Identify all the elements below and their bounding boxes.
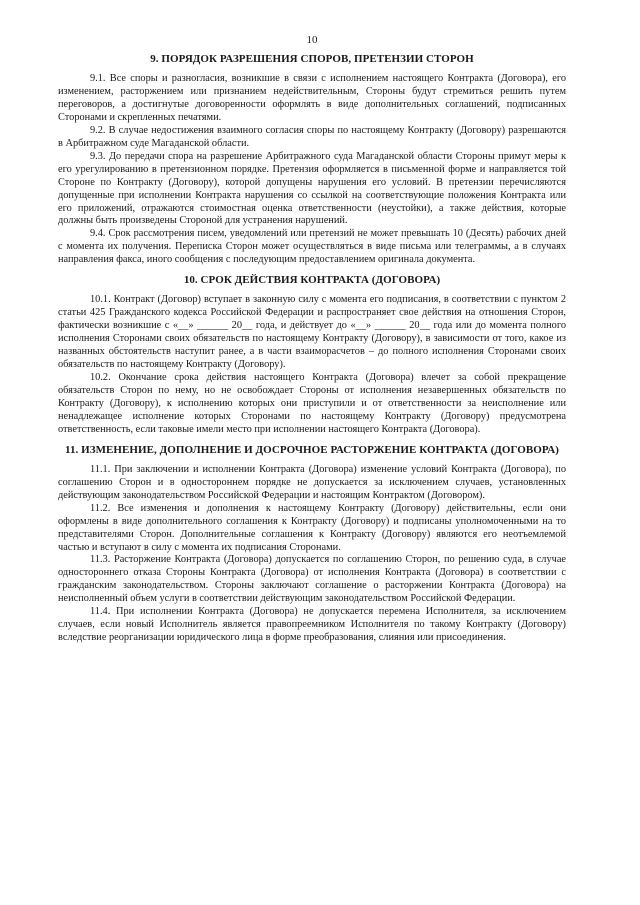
clause-11-3: 11.3. Расторжение Контракта (Договора) допускается по соглашению Сторон, по решению суда, в случае одностороннего отказа Стороны Контракта (Договора) от исполнения Контракта (Договора) в соответствии с гражданским законодательством. Стороны заключают соглашение о расторжении Контракта (Договора) на неисполненный объем услуги в соответствии действующим законодательством Российской Федерации.	[58, 554, 566, 605]
clause-11-2: 11.2. Все изменения и дополнения к настоящему Контракту (Договору) действительны, если они оформлены в виде дополнительного соглашения к Контракту (Договору) и подписаны уполномоченными на то представителями Сторон. Дополнительные соглашения к Контракту (Договору) являются его неотъемлемой частью и вступают в силу с момента их подписания Сторонами.	[58, 502, 566, 553]
section-title: 9. ПОРЯДОК РАЗРЕШЕНИЯ СПОРОВ, ПРЕТЕНЗИИ СТОРОН	[150, 53, 474, 65]
section-title: 10. СРОК ДЕЙСТВИЯ КОНТРАКТА (ДОГОВОРА)	[183, 274, 441, 287]
clause-9-3: 9.3. До передачи спора на разрешение Арбитражного суда Магаданской области Стороны примут меры к его урегулированию в претензионном порядке. Претензия оформляется в письменной форме и направляется той Стороне по Контракту (Договору), которой допущены нарушения его условий. В претензии перечисляются допущенные при исполнении Контракта нарушения со ссылкой на соответствующие положения Контракта или его приложений, отражаются стоимостная оценка ответственности (неустойки), а также действия, которые должны быть произведены Стороной для устранения нарушений.	[58, 150, 566, 227]
section-title: 11. ИЗМЕНЕНИЕ, ДОПОЛНЕНИЕ И ДОСРОЧНОЕ РАСТОРЖЕНИЕ КОНТРАКТА (ДОГОВОРА)	[65, 443, 559, 456]
section-term	[58, 274, 566, 436]
clause-11-1: 11.1. При заключении и исполнении Контракта (Договора) изменение условий Контракта (Договора), по соглашению Сторон и в одностороннем порядке не допускается за исключением случаев, установленных действующим законодательством Российской Федерации и настоящим Контрактом (Договором).	[58, 463, 566, 501]
clause-9-1: 9.1. Все споры и разногласия, возникшие в связи с исполнением настоящего Контракта (Договора), его изменением, расторжением или признанием недействительным, Стороны будут стремиться решить путем переговоров, а достигнутые договоренности оформлять в виде дополнительных соглашений, подписанных Сторонами и скрепленных печатями.	[58, 73, 566, 123]
document-page	[58, 34, 566, 652]
clause-9-2: 9.2. В случае недостижения взаимного согласия споры по настоящему Контракту (Договору) разрешаются в Арбитражном суде Магаданской области.	[58, 124, 566, 149]
clause-10-1: 10.1. Контракт (Договор) вступает в законную силу с момента его подписания, в соответствии с пунктом 2 статьи 425 Гражданского кодекса Российской Федерации и распространяет свое действия на отношения Сторон, фактически возникшие с «__» ______ 20__ года, и действует до «__» ______ 20__ года или до момента полного исполнения Сторонами своих обязательств по настоящему Контракту (Договору), в зависимости от того, какое из названных обстоятельств наступит ранее, а в части взаиморасчетов – до полного исполнения Сторонами своих обязательств по настоящему Контракту (Договору).	[58, 294, 566, 371]
page-number: 10	[306, 34, 318, 46]
clause-9-4: 9.4. Срок рассмотрения писем, уведомлений или претензий не может превышать 10 (Десять) рабочих дней с момента их получения. Переписка Сторон может осуществляться в виде письма или телеграммы, а в случаях направления факса, иного сообщения с последующим предоставлением оригинала документа.	[58, 228, 566, 266]
clause-10-2: 10.2. Окончание срока действия настоящего Контракта (Договора) влечет за собой прекращение обязательств Сторон по нему, но не освобождает Стороны от исполнения незавершенных обязательств по Контракту (Договору), к исполнению которых они приступили и от ответственности за неисполнение или ненадлежащее исполнение которых Сторонами по настоящему Контракту (Договору) предусмотрена ответственность, если таковые имели место при исполнении настоящего Контракта (Договора).	[58, 372, 566, 435]
section-amendment	[58, 444, 566, 645]
clause-11-4: 11.4. При исполнении Контракта (Договора) не допускается перемена Исполнителя, за исключением случаев, если новый Исполнитель является правопреемником Исполнителя по такому Контракту (Договору) вследствие реорганизации юридического лица в форме преобразования, слияния или присоединения.	[58, 606, 566, 644]
section-disputes	[58, 53, 566, 267]
